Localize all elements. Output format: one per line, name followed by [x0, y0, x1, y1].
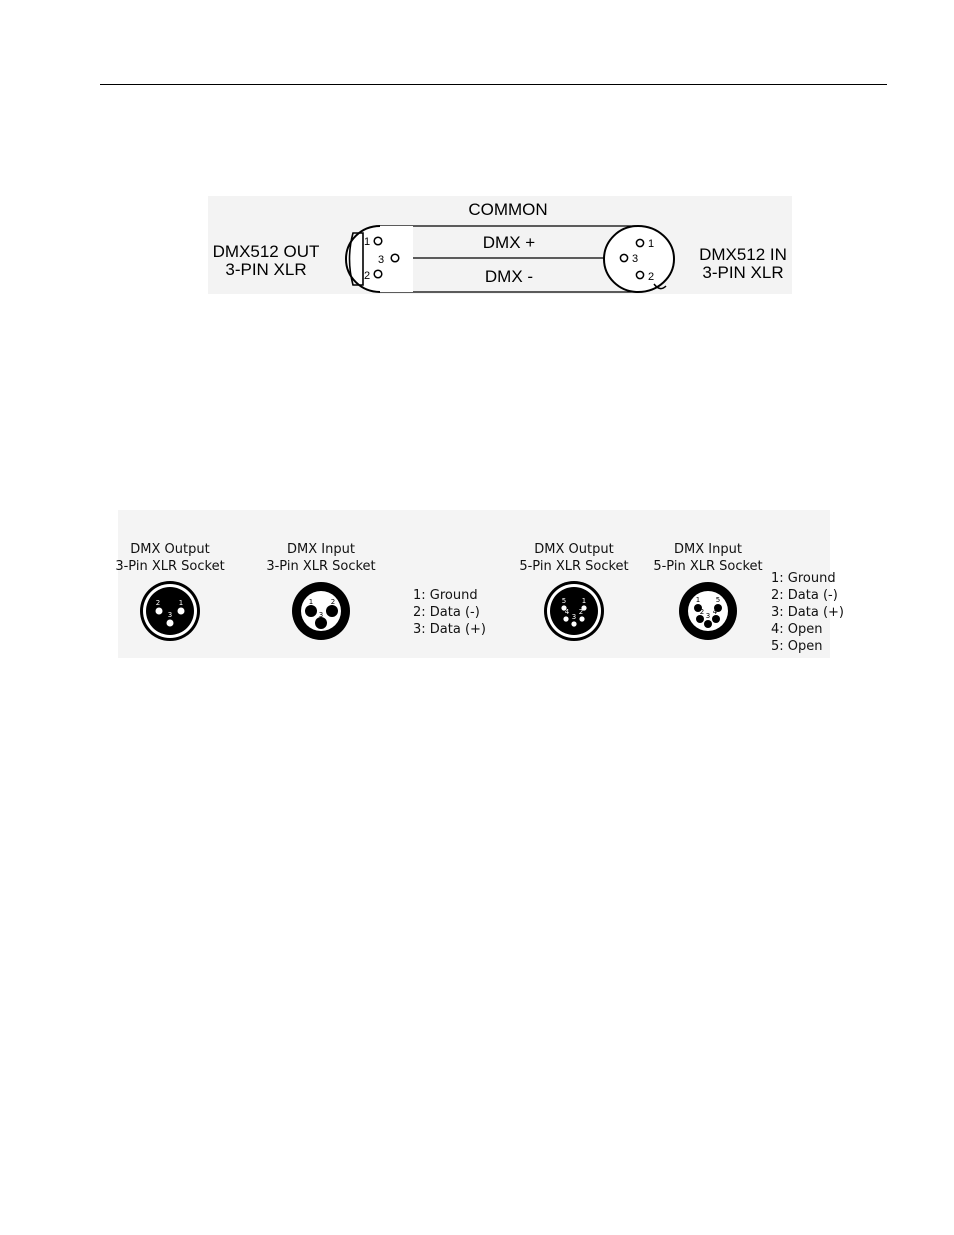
out3-pin-1: 1: [178, 599, 184, 607]
socket-5pin-output-title: DMX Output: [534, 542, 614, 557]
out5-pin-2: 2: [578, 608, 584, 616]
in-label-line2: 3-PIN XLR: [702, 263, 784, 282]
socket-3pin-output-title: DMX Output: [130, 542, 210, 557]
legend3-item-1: 1: Ground: [413, 588, 478, 603]
out-pin-1-label: 1: [364, 236, 371, 248]
in-pin-3-label: 3: [632, 253, 639, 265]
socket-3pin-output-subtitle: 3-Pin XLR Socket: [115, 559, 225, 574]
out3-pin-2: 2: [155, 599, 161, 607]
out-label-line2: 3-PIN XLR: [225, 260, 307, 279]
out5-pin-4: 4: [564, 608, 570, 616]
xlr-female-connector: [604, 226, 674, 292]
in3-pin-3: 3: [318, 611, 324, 619]
legend-3pin: [413, 588, 486, 637]
in5-pin-1: 1: [695, 596, 701, 604]
xlr-male-connector: [346, 226, 413, 292]
out5-pin-1: 1: [581, 597, 587, 605]
in-pin-1-label: 1: [648, 238, 655, 250]
socket-3pin-input-title: DMX Input: [287, 542, 355, 557]
legend3-item-2: 2: Data (-): [413, 605, 480, 620]
out5-pin-5: 5: [561, 597, 567, 605]
in5-pin-4: 4: [712, 608, 718, 616]
common-label: COMMON: [468, 200, 548, 219]
header-rule: [100, 84, 887, 85]
legend5-item-3: 3: Data (+): [771, 605, 844, 620]
out-label-line1: DMX512 OUT: [212, 242, 320, 261]
in3-pin-2: 2: [330, 598, 336, 606]
legend5-item-4: 4: Open: [771, 622, 823, 637]
in5-pin-2: 2: [699, 608, 705, 616]
in5-pin-3: 3: [705, 612, 711, 620]
xlr-socket-pinouts: [115, 510, 844, 658]
out-pin-3-label: 3: [378, 254, 385, 266]
dmx-wiring-diagram: [208, 196, 792, 294]
in3-pin-1: 1: [308, 598, 314, 606]
out-pin-2-label: 2: [364, 270, 371, 282]
legend3-item-3: 3: Data (+): [413, 622, 486, 637]
legend5-item-2: 2: Data (-): [771, 588, 838, 603]
socket-5pin-input-title: DMX Input: [674, 542, 742, 557]
legend5-item-5: 5: Open: [771, 639, 823, 654]
legend5-item-1: 1: Ground: [771, 571, 836, 586]
dmx-minus-label: DMX -: [484, 267, 534, 286]
in-label-line1: DMX512 IN: [699, 245, 787, 264]
dmx-plus-label: DMX +: [482, 233, 536, 252]
socket-5pin-input-subtitle: 5-Pin XLR Socket: [653, 559, 763, 574]
legend-5pin: [771, 571, 844, 654]
out5-pin-3: 3: [571, 613, 577, 621]
socket-3pin-input-subtitle: 3-Pin XLR Socket: [266, 559, 376, 574]
out3-pin-3: 3: [167, 611, 173, 619]
in5-pin-5: 5: [715, 596, 721, 604]
in-pin-2-label: 2: [648, 271, 655, 283]
socket-5pin-output-subtitle: 5-Pin XLR Socket: [519, 559, 629, 574]
